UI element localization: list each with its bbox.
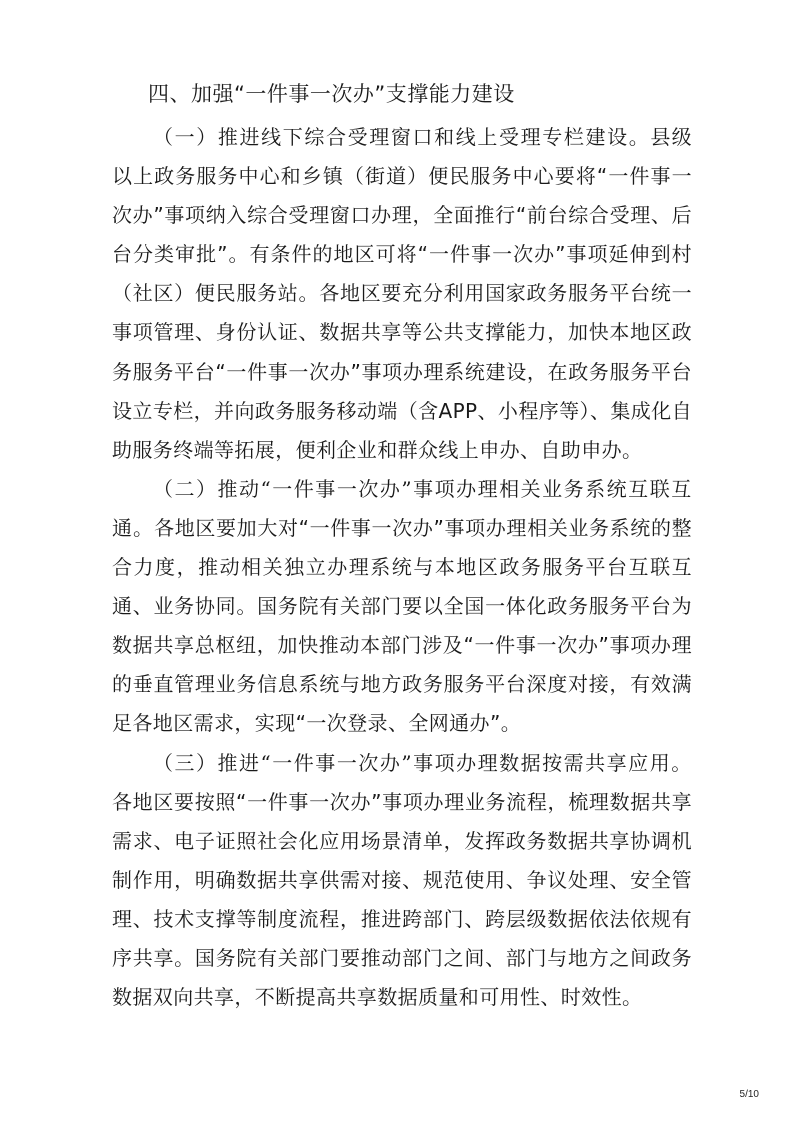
page-number: 5/10 [739,1089,759,1100]
paragraph-3-title: （三）推进“一件事一次办”事项办理数据按需共享应用。 [153,750,692,775]
section-heading: 四、加强“一件事一次办”支撑能力建设 [148,82,515,106]
paragraph-3-body: 各地区要按照“一件事一次办”事项办理业务流程，梳理数据共享需求、电子证照社会化应用场景清单，发挥政务数据共享协调机制作用，明确数据共享供需对接、规范使用、争议处理、安全管理、技术支撑等制度流程，推进跨部门、跨层级数据依法依规有序共享。国务院有关部门要推动部门之间、部门与地方之间政务数据双向共享，不断提高共享数据质量和可用性、时效性。 [112,789,692,1010]
paragraph-1-body: 县级以上政务服务中心和乡镇（街道）便民服务中心要将“一件事一次办”事项纳入综合受理窗口办理，全面推行“前台综合受理、后台分类审批”。有条件的地区可将“一件事一次办”事项延伸到村（社区）便民服务站。各地区要充分利用国家政务服务平台统一事项管理、身份认证、数据共享等公共支撑能力，加快本地区政务服务平台“一件事一次办”事项办理系统建设，在政务服务平台设立专栏，并向政务服务移动端（含APP、小程序等）、集成化自助服务终端等拓展，便利企业和群众线上申办、自助申办。 [112,125,692,462]
paragraph-2-title: （二）推动“一件事一次办”事项办理相关业务系统互联互通。 [112,476,692,540]
paragraph-3 [112,744,692,1018]
paragraph-2 [112,470,692,744]
paragraph-1 [112,118,692,470]
paragraph-1-title: （一）推进线下综合受理窗口和线上受理专栏建设。 [153,125,651,149]
paragraph-2-body: 各地区要加大对“一件事一次办”事项办理相关业务系统的整合力度，推动相关独立办理系统与本地区政务服务平台互联互通、业务协同。国务院有关部门要以全国一体化政务服务平台为数据共享总枢纽，加快推动本部门涉及“一件事一次办”事项办理的垂直管理业务信息系统与地方政务服务平台深度对接，有效满足各地区需求，实现“一次登录、全网通办”。 [112,515,692,736]
document-body [112,70,692,1017]
